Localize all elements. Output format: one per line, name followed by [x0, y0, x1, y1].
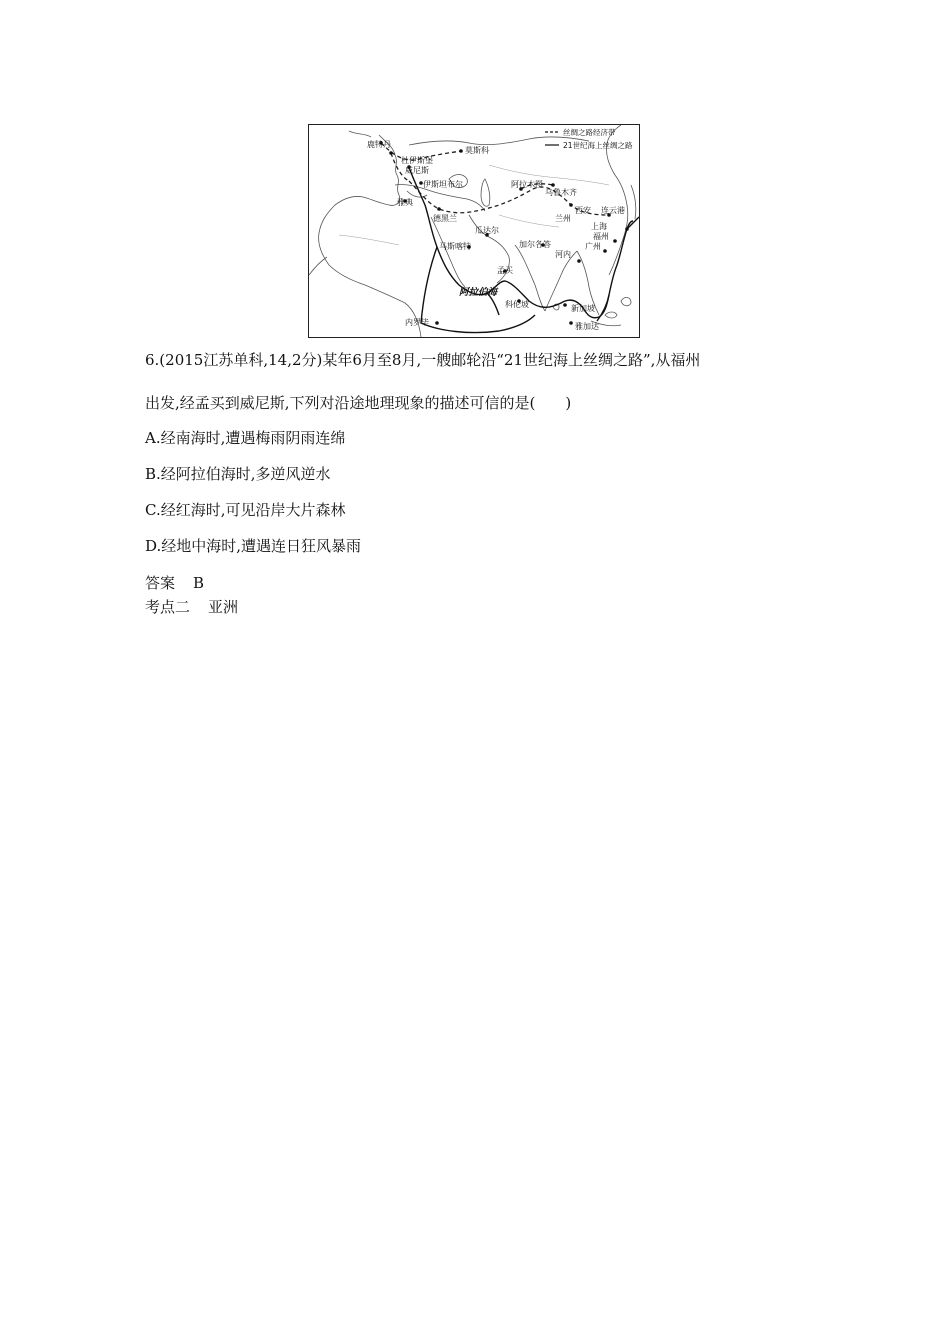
- label-singapore: 新加坡: [571, 304, 595, 313]
- label-moscow: 莫斯科: [465, 146, 489, 155]
- legend-road-label: 21世纪海上丝绸之路: [563, 141, 633, 150]
- label-gwadar: 瓜达尔: [475, 226, 499, 235]
- label-colombo: 科伦坡: [505, 300, 529, 309]
- label-rotterdam: 鹿特丹: [367, 140, 391, 149]
- section-label: 考点二: [145, 598, 191, 616]
- legend-belt-label: 丝绸之路经济带: [563, 128, 616, 137]
- label-almaty: 阿拉木图: [511, 180, 543, 189]
- section-title: 亚洲: [208, 598, 239, 616]
- label-arabian-sea: 阿拉伯海: [459, 287, 498, 298]
- label-hanoi: 河内: [555, 250, 571, 259]
- label-muscat: 马斯喀特: [439, 242, 471, 251]
- label-guangzhou: 广州: [585, 242, 601, 251]
- label-xian: 西安: [575, 206, 591, 215]
- label-lanzhou: 兰州: [555, 214, 571, 223]
- section-heading: [145, 597, 238, 617]
- silk-road-map: [308, 124, 640, 338]
- label-venice: 威尼斯: [405, 166, 429, 175]
- label-duisburg: 杜伊斯堡: [401, 156, 433, 165]
- option-d: D.经地中海时,遭遇连日狂风暴雨: [145, 537, 362, 555]
- option-b: B.经阿拉伯海时,多逆风逆水: [145, 465, 331, 483]
- label-kolkata: 加尔各答: [519, 240, 551, 249]
- option-c: C.经红海时,可见沿岸大片森林: [145, 501, 346, 519]
- question-stem-line-1: 6.(2015江苏单科,14,2分)某年6月至8月,一艘邮轮沿“21世纪海上丝绸之路”,从福州: [145, 351, 701, 369]
- label-athens: 雅典: [397, 198, 413, 207]
- map-svg: [309, 125, 639, 337]
- answer-line: [145, 573, 204, 593]
- label-jakarta: 雅加达: [575, 322, 599, 331]
- label-istanbul: 伊斯坦布尔: [423, 180, 463, 189]
- economic-belt-route: [381, 143, 609, 215]
- answer-value: B: [193, 574, 205, 592]
- label-lianyungang: 连云港: [601, 206, 625, 215]
- label-nairobi: 内罗毕: [405, 318, 429, 327]
- map-legend: [545, 127, 633, 150]
- question-stem-line-2: 出发,经孟买到威尼斯,下列对沿途地理现象的描述可信的是( ): [145, 394, 572, 412]
- answer-label: 答案: [145, 574, 176, 592]
- label-tehran: 德黑兰: [433, 214, 457, 223]
- label-urumqi: 乌鲁木齐: [545, 188, 577, 197]
- option-a: A.经南海时,遭遇梅雨阴雨连绵: [145, 429, 346, 447]
- label-mumbai: 孟买: [497, 266, 513, 275]
- label-fuzhou: 福州: [593, 232, 609, 241]
- place-labels: [367, 139, 625, 331]
- label-shanghai: 上海: [591, 222, 607, 231]
